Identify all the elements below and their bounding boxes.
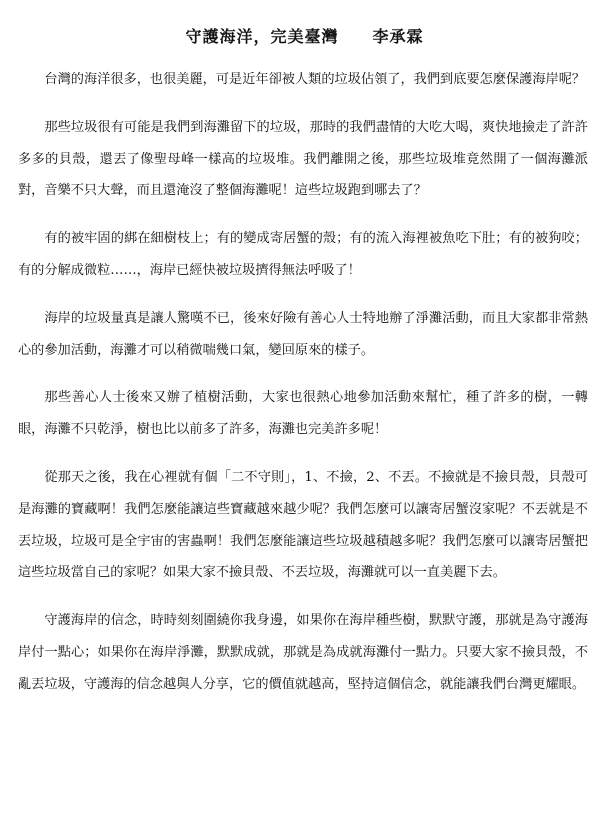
paragraph-1: 台灣的海洋很多，也很美麗，可是近年卻被人類的垃圾佔領了，我們到底要怎麼保護海岸呢？ [44,72,586,87]
paragraph-7: 守護海岸的信念，時時刻刻圍繞你我身邊，如果你在海岸種些樹，默默守護，那就是為守護海岸付一點心；如果你在海岸淨灘，默默成就，那就是為成就海灘付一點力。只要大家不撿貝殼，不亂丟垃圾，守護海的信念越與人分享，它的價值就越高，堅持這個信念，就能讓我們台灣更耀眼。 [18,613,588,692]
title-row [0,24,609,47]
essay-title: 守護海洋，完美臺灣 [185,27,339,46]
paragraph-2: 那些垃圾很有可能是我們到海灘留下的垃圾，那時的我們盡情的大吃大喝，爽快地撿走了許許多多的貝殼，還丟了像聖母峰一樣高的垃圾堆。我們離開之後，那些垃圾堆竟然開了一個海灘派對，音樂不只大聲，而且還淹沒了整個海灘呢！這些垃圾跑到哪去了？ [18,119,588,199]
author-name: 李承霖 [372,27,424,46]
paragraph-5: 那些善心人士後來又辦了植樹活動，大家也很熱心地參加活動來幫忙，種了許多的樹，一轉眼，海灘不只乾淨，樹也比以前多了許多，海灘也完美許多呢！ [18,390,588,438]
paragraph-6: 從那天之後，我在心裡就有個「二不守則」，1、不撿，2、不丟。不撿就是不撿貝殼，貝殼可是海灘的寶藏啊！我們怎麼能讓這些寶藏越來越少呢？我們怎麼可以讓寄居蟹沒家呢？不丟就是不丟垃圾，垃圾可是全宇宙的害蟲啊！我們怎麼能讓這些垃圾越積越多呢？我們怎麼可以讓寄居蟹把這些垃圾當自己的家呢？如果大家不撿貝殼、不丟垃圾，海灘就可以一直美麗下去。 [18,469,588,581]
paragraph-3: 有的被牢固的綁在細樹枝上；有的變成寄居蟹的殼；有的流入海裡被魚吃下肚；有的被狗咬；有的分解成微粒……，海岸已經快被垃圾擠得無法呼吸了！ [18,231,588,278]
essay-body [18,64,588,717]
paragraph-4: 海岸的垃圾量真是讓人驚嘆不已，後來好險有善心人士特地辦了淨灘活動，而且大家都非常熱心的參加活動，海灘才可以稍微喘幾口氣，變回原來的樣子。 [18,310,588,358]
